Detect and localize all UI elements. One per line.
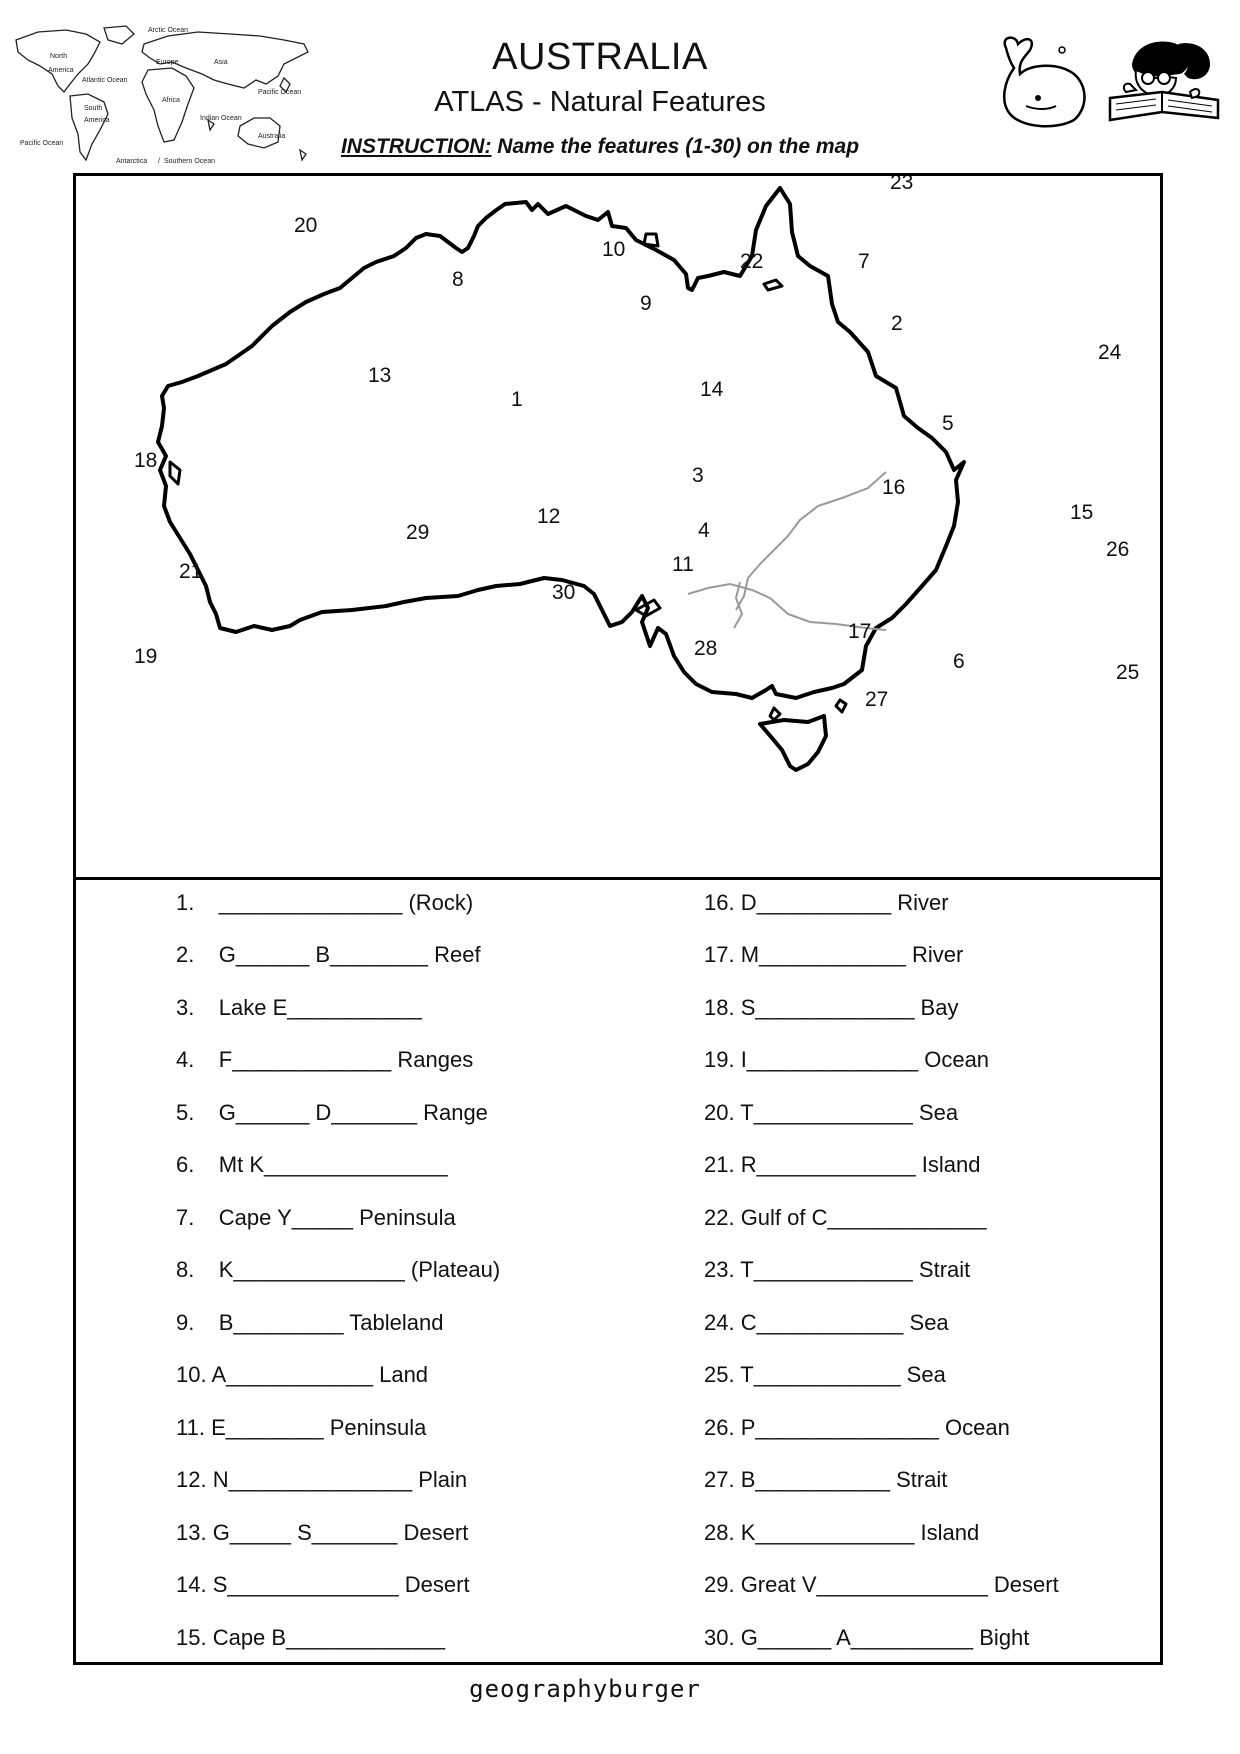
- question-item: 23. T_____________ Strait: [704, 1257, 971, 1282]
- map-number: 25: [1116, 661, 1140, 684]
- map-number: 2: [891, 312, 903, 335]
- world-map-label: Asia: [214, 59, 228, 66]
- map-number: 22: [740, 250, 764, 273]
- map-number: 28: [694, 637, 718, 660]
- map-number: 9: [640, 292, 652, 315]
- map-number: 29: [406, 521, 430, 544]
- question-item: 11. E________ Peninsula: [176, 1415, 427, 1440]
- question-item: 20. T_____________ Sea: [704, 1100, 959, 1125]
- instruction-text: Name the features (1-30) on the map: [491, 135, 860, 158]
- question-item: 21. R_____________ Island: [704, 1152, 981, 1177]
- question-item: 27. B___________ Strait: [704, 1467, 948, 1492]
- question-item: 5. G______ D_______ Range: [176, 1100, 488, 1125]
- question-item: 30. G______ A__________ Bight: [704, 1625, 1030, 1650]
- question-item: 15. Cape B_____________: [176, 1625, 446, 1650]
- question-item: 13. G_____ S_______ Desert: [176, 1520, 469, 1545]
- question-item: 18. S_____________ Bay: [704, 995, 959, 1020]
- question-item: 28. K_____________ Island: [704, 1520, 980, 1545]
- world-map-label: South: [84, 105, 103, 112]
- section-divider: [73, 877, 1163, 880]
- world-map-label: Pacific Ocean: [258, 89, 302, 96]
- map-number: 1: [511, 388, 523, 411]
- map-number: 19: [134, 645, 158, 668]
- world-map-label: Southern Ocean: [164, 158, 215, 165]
- map-number: 21: [179, 560, 203, 583]
- map-number: 23: [890, 176, 914, 194]
- reading-boy-icon: [1106, 34, 1226, 126]
- question-item: 7. Cape Y_____ Peninsula: [176, 1205, 456, 1230]
- world-map-label: Europe: [156, 59, 179, 66]
- map-number: 8: [452, 268, 464, 291]
- question-item: 24. C____________ Sea: [704, 1310, 949, 1335]
- question-item: 2. G______ B________ Reef: [176, 942, 481, 967]
- question-item: 9. B_________ Tableland: [176, 1310, 444, 1335]
- world-map-label: North: [50, 53, 68, 60]
- question-item: 3. Lake E___________: [176, 995, 422, 1020]
- map-number: 24: [1098, 341, 1122, 364]
- page-title: AUSTRALIA: [492, 36, 708, 78]
- question-item: 1. _______________ (Rock): [176, 890, 474, 915]
- instruction-lead: INSTRUCTION:: [340, 135, 492, 158]
- map-number: 30: [552, 581, 576, 604]
- question-item: 19. I______________ Ocean: [704, 1047, 990, 1072]
- world-map-label: Pacific Ocean: [20, 140, 64, 147]
- world-map-label: Arctic Ocean: [148, 27, 189, 34]
- map-number: 20: [294, 214, 318, 237]
- question-item: 12. N_______________ Plain: [176, 1467, 468, 1492]
- question-item: 8. K______________ (Plateau): [176, 1257, 501, 1282]
- world-map-label: Africa: [162, 97, 180, 104]
- question-item: 26. P_______________ Ocean: [704, 1415, 1010, 1440]
- map-number: 10: [602, 238, 626, 261]
- world-map-label: Australia: [258, 133, 286, 140]
- world-map-label: America: [84, 117, 110, 124]
- world-map-label: /: [158, 158, 160, 165]
- map-number: 13: [368, 364, 392, 387]
- world-map-label: Antarctica: [116, 158, 148, 165]
- map-number: 5: [942, 412, 954, 435]
- map-number: 6: [953, 650, 965, 673]
- map-number: 27: [865, 688, 889, 711]
- map-number: 15: [1070, 501, 1094, 524]
- world-map-label: America: [48, 67, 74, 74]
- whale-icon: [996, 28, 1096, 128]
- question-item: 16. D___________ River: [704, 890, 949, 915]
- question-item: 10. A____________ Land: [176, 1362, 429, 1387]
- footer-credit: geographyburger: [469, 1675, 701, 1703]
- question-item: 17. M____________ River: [704, 942, 964, 967]
- question-item: 29. Great V______________ Desert: [704, 1572, 1059, 1597]
- map-number: 17: [848, 620, 872, 643]
- question-item: 4. F_____________ Ranges: [176, 1047, 474, 1072]
- map-number: 26: [1106, 538, 1130, 561]
- map-number: 7: [858, 250, 870, 273]
- map-number: 12: [537, 505, 561, 528]
- world-map-label: Indian Ocean: [200, 115, 242, 122]
- question-item: 6. Mt K_______________: [176, 1152, 448, 1177]
- question-item: 22. Gulf of C_____________: [704, 1205, 987, 1230]
- question-item: 25. T____________ Sea: [704, 1362, 946, 1387]
- map-number: 4: [698, 519, 710, 542]
- map-number: 18: [134, 449, 158, 472]
- map-number: 11: [672, 553, 694, 576]
- map-number: 3: [692, 464, 704, 487]
- map-number: 14: [700, 378, 724, 401]
- map-number: 16: [882, 476, 906, 499]
- world-map-label: Atlantic Ocean: [82, 77, 128, 84]
- page-subtitle: ATLAS - Natural Features: [434, 86, 766, 118]
- question-item: 14. S______________ Desert: [176, 1572, 470, 1597]
- australia-map: [76, 176, 1160, 876]
- instruction: [0, 135, 1200, 159]
